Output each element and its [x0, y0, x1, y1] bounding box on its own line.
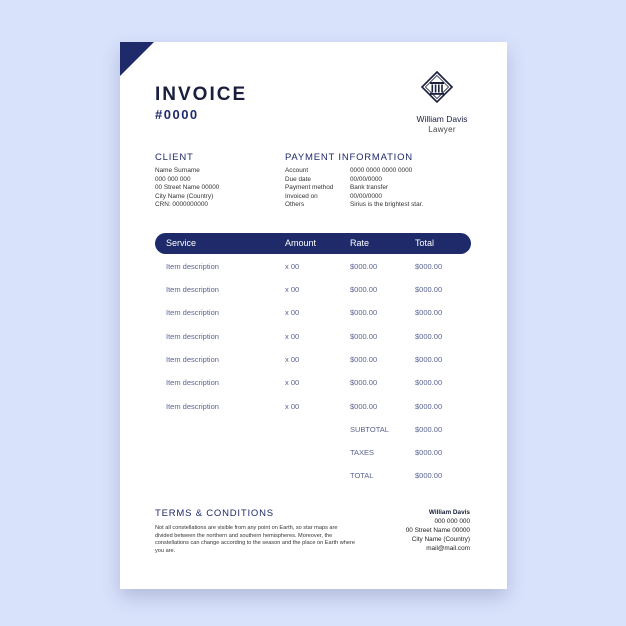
table-row	[120, 285, 507, 297]
cell-rate: $000.00	[350, 378, 378, 387]
taxes-value: $000.00	[415, 448, 443, 457]
payment-value: Sirius is the brightest star.	[350, 201, 424, 209]
contact-email: mail@mail.com	[426, 544, 470, 552]
total-label: TOTAL	[350, 471, 374, 480]
payment-heading: PAYMENT INFORMATION	[285, 152, 413, 163]
cell-service: Item description	[166, 402, 219, 411]
subtotal-value: $000.00	[415, 425, 443, 434]
total-value: $000.00	[415, 471, 443, 480]
payment-value: 00/00/0000	[350, 192, 382, 200]
cell-service: Item description	[166, 355, 219, 364]
payment-value: 0000 0000 0000 0000	[350, 167, 413, 174]
client-heading: CLIENT	[155, 152, 194, 163]
cell-service: Item description	[166, 332, 219, 341]
table-row	[120, 332, 507, 344]
payment-label: Due date	[285, 175, 311, 183]
cell-amount: x 00	[285, 402, 300, 411]
cell-total: $000.00	[415, 332, 443, 341]
contact-name: William Davis	[428, 509, 470, 516]
table-row	[120, 378, 507, 390]
table-row	[120, 355, 507, 367]
cell-amount: x 00	[285, 285, 300, 294]
col-amount: Amount	[285, 238, 317, 248]
cell-rate: $000.00	[350, 332, 378, 341]
cell-rate: $000.00	[350, 285, 378, 294]
corner-accent	[120, 42, 154, 76]
cell-rate: $000.00	[350, 262, 378, 271]
invoice-title: INVOICE	[155, 84, 248, 105]
payment-value: 00/00/0000	[350, 175, 382, 183]
contact-street: 00 Street Name 00000	[405, 526, 470, 534]
cell-total: $000.00	[415, 262, 443, 271]
contact-phone: 000 000 000	[434, 517, 470, 525]
invoice-number: #0000	[155, 107, 199, 122]
table-header	[155, 233, 471, 254]
col-rate: Rate	[350, 238, 370, 248]
col-total: Total	[415, 238, 435, 248]
cell-total: $000.00	[415, 355, 443, 364]
cell-service: Item description	[166, 378, 219, 387]
cell-total: $000.00	[415, 402, 443, 411]
cell-total: $000.00	[415, 285, 443, 294]
cell-amount: x 00	[285, 262, 300, 271]
table-row	[120, 308, 507, 320]
client-city: City Name (Country)	[155, 192, 214, 200]
law-column-icon	[420, 70, 454, 110]
brand-name: William Davis	[416, 114, 468, 124]
payment-labels	[285, 167, 333, 210]
cell-service: Item description	[166, 262, 219, 271]
brand-role: Lawyer	[428, 125, 456, 134]
cell-amount: x 00	[285, 332, 300, 341]
cell-rate: $000.00	[350, 355, 378, 364]
payment-value: Bank transfer	[350, 184, 389, 192]
payment-label: Payment method	[285, 184, 334, 192]
cell-total: $000.00	[415, 308, 443, 317]
table-row	[120, 402, 507, 414]
taxes-row	[120, 448, 507, 460]
payment-label: Account	[285, 167, 309, 174]
cell-service: Item description	[166, 308, 219, 317]
cell-amount: x 00	[285, 308, 300, 317]
cell-total: $000.00	[415, 378, 443, 387]
subtotal-label: SUBTOTAL	[350, 425, 389, 434]
client-street: 00 Street Name 00000	[155, 184, 220, 192]
payment-label: Invoiced on	[285, 192, 318, 200]
invoice-page	[120, 42, 507, 589]
subtotal-row	[120, 425, 507, 437]
payment-values	[350, 167, 423, 210]
cell-rate: $000.00	[350, 308, 378, 317]
taxes-label: TAXES	[350, 448, 375, 457]
client-name: Name Surname	[155, 167, 200, 174]
client-details	[155, 167, 219, 210]
cell-amount: x 00	[285, 355, 300, 364]
terms-text: Not all constellations are visible from any point on Earth, so star maps are divided between the northern and southern hemispheres. Moreover, the constellations can change according to the season and the place on Earth where you are.	[155, 525, 355, 554]
client-crn: CRN: 0000000000	[155, 201, 208, 209]
table-row	[120, 262, 507, 274]
cell-service: Item description	[166, 285, 219, 294]
total-row	[120, 471, 507, 483]
cell-amount: x 00	[285, 378, 300, 387]
terms-heading: TERMS & CONDITIONS	[155, 508, 274, 519]
cell-rate: $000.00	[350, 402, 378, 411]
contact-block	[370, 509, 470, 554]
col-service: Service	[166, 238, 197, 248]
payment-label: Others	[285, 201, 305, 209]
contact-city: City Name (Country)	[411, 535, 470, 543]
client-phone: 000 000 000	[155, 175, 191, 183]
